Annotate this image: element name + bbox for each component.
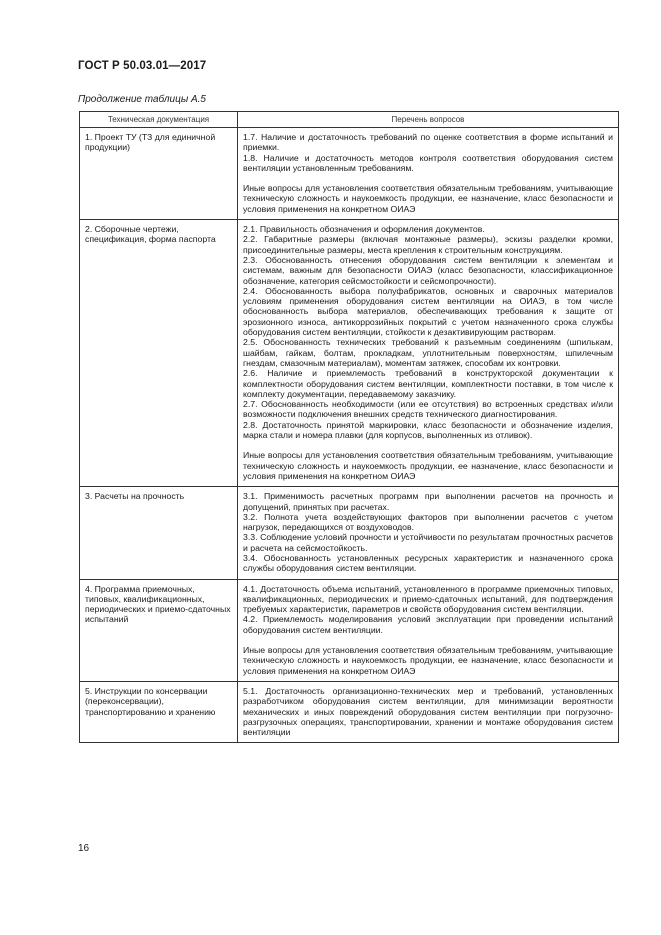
questions-cell: [238, 487, 619, 579]
table-row: [80, 220, 619, 487]
documentation-cell: 2. Сборочные чертежи, спецификация, форма паспорта: [80, 220, 238, 487]
question-item: Иные вопросы для установления соответствия обязательным требованиям, учитывающие техническую сложность и наукоемкость продукции, ее назначение, класс безопасности и условия применения на конкретном ОИАЭ: [243, 450, 613, 481]
table-caption: Продолжение таблицы А.5: [78, 94, 206, 105]
question-item: 2.8. Достаточность принятой маркировки, класс безопасности и обозначение изделия, марка стали и номера плавки (для корпусов, выполненных из отливок).: [243, 419, 613, 441]
documentation-cell: 1. Проект ТУ (ТЗ для единичной продукции): [80, 128, 238, 220]
questions-cell: [238, 220, 619, 487]
question-item: 3.3. Соблюдение условий прочности и устойчивости по результатам прочностных расчетов и расчета на сейсмостойкость.: [243, 532, 613, 553]
table-body: [80, 128, 619, 743]
questions-cell: [238, 579, 619, 681]
documentation-cell: 5. Инструкции по консервации (переконсервации), транспортированию и хранению: [80, 681, 238, 742]
column-header-documentation: Техническая документация: [80, 112, 238, 128]
table-row: [80, 487, 619, 579]
question-item: 4.1. Достаточность объема испытаний, установленного в программе приемочных типовых, квалификационных, периодических и приемо-сдаточных испытаний, для подтверждения требуемых характеристик, параметров и свойств оборудования систем вентиляции.: [243, 583, 613, 615]
question-item: 2.7. Обоснованность необходимости (или ее отсутствия) во встроенных средствах и/или возможности подключения внешних средств технического диагностирования.: [243, 399, 613, 420]
question-item: 3.2. Полнота учета воздействующих факторов при выполнении расчетов с учетом нагрузок, передающихся от воздуховодов.: [243, 511, 613, 533]
table-row: [80, 579, 619, 681]
document-header: ГОСТ Р 50.03.01—2017: [78, 60, 207, 72]
question-item: 2.2. Габаритные размеры (включая монтажные размеры), эскизы разделки кромки, присоединительные размеры, места крепления к строительным конструкциям.: [243, 234, 613, 255]
page-number: 16: [78, 843, 90, 854]
question-item: Иные вопросы для установления соответствия обязательным требованиям, учитывающие техническую сложность и наукоемкость продукции, ее назначение, класс безопасности и условия применения на конкретном ОИАЭ: [243, 183, 613, 214]
question-item: 3.4. Обоснованность установленных ресурсных характеристик и назначенного срока службы оборудования систем вентиляции.: [243, 552, 613, 574]
question-item: 5.1. Достаточность организационно-технических мер и требований, установленных разработчиком оборудования систем вентиляции, для минимизации вероятности механических и иных повреждений оборудования систем вентиляции при погрузочно-разгрузочных операциях, транспортировании, хранении и монтаже оборудования систем вентиляции: [243, 685, 613, 738]
table-header-row: [80, 112, 619, 128]
question-item: 2.3. Обоснованность отнесения оборудования систем вентиляции к элементам и системам, важным для безопасности ОИАЭ (класс безопасности, классификационное обозначение, категория сейсмостойкости и сейсмопрочности).: [243, 254, 613, 286]
documentation-cell: 4. Программа приемочных, типовых, квалификационных, периодических и приемо-сдаточных испытаний: [80, 579, 238, 681]
question-item: 2.5. Обоснованность технических требований к разъемным соединениям (шпилькам, шайбам, гайкам, болтам, прокладкам, уплотнительным поверхностям, шпилечным гнездам, смазочным материалам), моментам затяжек, способам их контровки.: [243, 337, 613, 368]
table-row: [80, 681, 619, 742]
question-item: 1.8. Наличие и достаточность методов контроля соответствия оборудования систем вентиляции установленным требованиям.: [243, 152, 613, 173]
questions-cell: [238, 681, 619, 742]
column-header-questions: Перечень вопросов: [238, 112, 619, 128]
table-row: [80, 128, 619, 220]
requirements-table: [79, 111, 619, 743]
question-item: 4.2. Приемлемость моделирования условий эксплуатации при проведении испытаний оборудования систем вентиляции.: [243, 614, 613, 635]
question-item: 2.4. Обоснованность выбора полуфабрикатов, основных и сварочных материалов условиям применения оборудования систем вентиляции на ОИАЭ, в том числе обоснованность выбора материалов, обеспечивающих требования к защите от эрозионного износа, антикоррозийных покрытий с учетом назначенного срока службы оборудования систем вентиляции, стойкости к дезактивирующим растворам.: [243, 285, 613, 338]
documentation-cell: 3. Расчеты на прочность: [80, 487, 238, 579]
question-item: 1.7. Наличие и достаточность требований по оценке соответствия в форме испытаний и приемки.: [243, 132, 613, 153]
question-item: 2.6. Наличие и приемлемость требований в конструкторской документации к комплектности оборудования систем вентиляции, комплектности поставки, в том числе к комплекту документации, передаваемому заказчику.: [243, 368, 613, 399]
question-item: Иные вопросы для установления соответствия обязательным требованиям, учитывающие техническую сложность и наукоемкость продукции, ее назначение, класс безопасности и условия применения на конкретном ОИАЭ: [243, 645, 613, 676]
question-item: 3.1. Применимость расчетных программ при выполнении расчетов на прочность и допущений, принятых при расчетах.: [243, 491, 613, 512]
question-item: 2.1. Правильность обозначения и оформления документов.: [243, 224, 485, 235]
questions-cell: [238, 128, 619, 220]
